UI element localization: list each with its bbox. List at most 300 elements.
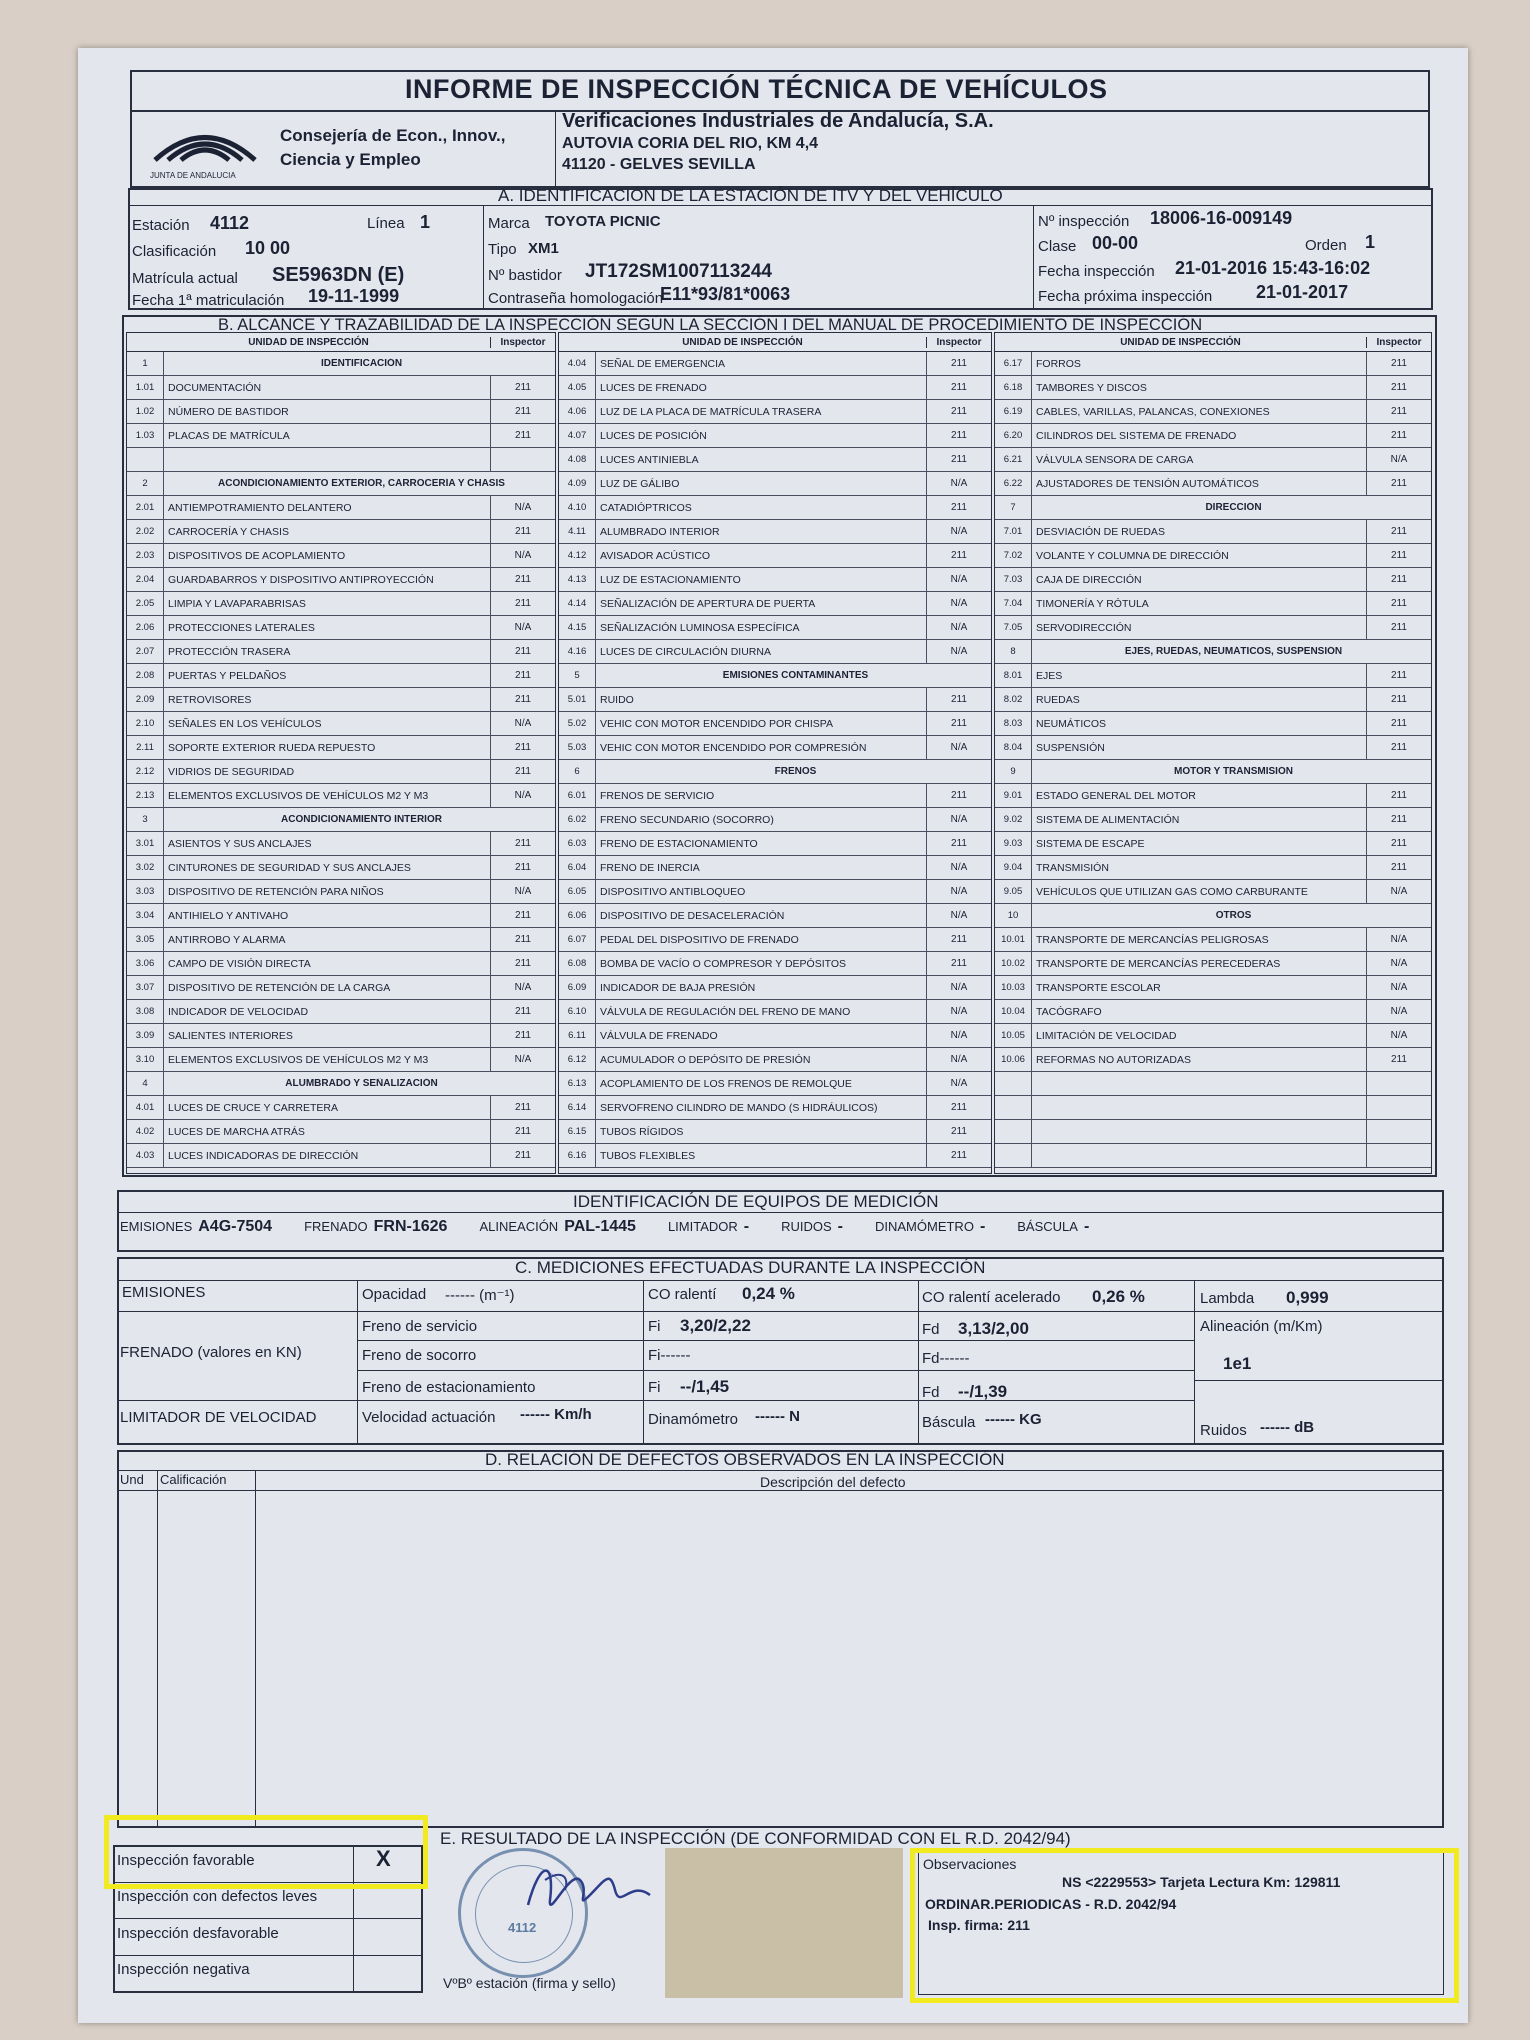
inspection-row	[127, 1144, 555, 1168]
inspector-code: 211	[926, 376, 991, 399]
unit-code: 10.06	[995, 1048, 1032, 1071]
unit-code: 2.08	[127, 664, 164, 687]
unit-name: VIDRIOS DE SEGURIDAD	[168, 765, 295, 778]
unit-code: 4.13	[559, 568, 596, 591]
inspector-code: N/A	[926, 1072, 991, 1095]
inspection-row	[559, 400, 991, 424]
unit-name: NÚMERO DE BASTIDOR	[168, 405, 289, 418]
unit-name: TUBOS FLEXIBLES	[600, 1149, 696, 1162]
linea-value: 1	[420, 212, 431, 232]
unit-code: 3.02	[127, 856, 164, 879]
inspection-row	[559, 760, 991, 784]
clase-label: Clase	[1038, 238, 1077, 255]
inspector-code: N/A	[926, 616, 991, 639]
inspection-row	[995, 976, 1431, 1000]
inspector-code: 211	[1366, 352, 1431, 375]
unit-code: 2	[127, 472, 164, 495]
inspector-code: 211	[926, 952, 991, 975]
unit-name: SEÑAL DE EMERGENCIA	[600, 357, 726, 370]
inspection-row	[127, 664, 555, 688]
unit-name: DISPOSITIVOS DE ACOPLAMIENTO	[168, 549, 346, 562]
unit-name: DOCUMENTACIÓN	[168, 381, 262, 394]
inspector-code: 211	[1366, 520, 1431, 543]
inspection-row	[995, 928, 1431, 952]
inspection-row	[127, 544, 555, 568]
unit-code: 3.10	[127, 1048, 164, 1071]
equipos-title: IDENTIFICACIÓN DE EQUIPOS DE MEDICIÓN	[573, 1192, 939, 1211]
inspection-row	[127, 760, 555, 784]
inspector-code: 211	[926, 928, 991, 951]
unit-name: FRENO SECUNDARIO (SOCORRO)	[600, 813, 774, 826]
unit-code: 6.11	[559, 1024, 596, 1047]
ruidos-label: Ruidos	[1200, 1422, 1247, 1439]
equipo-label: EMISIONES	[120, 1219, 193, 1234]
inspector-code: 211	[490, 400, 555, 423]
unit-name: CAJA DE DIRECCIÓN	[1036, 573, 1142, 586]
unit-code: 4.05	[559, 376, 596, 399]
highlight-favorable	[104, 1815, 428, 1889]
col-inspector-header: Inspector	[1366, 337, 1431, 348]
unit-name: TIMONERÍA Y RÓTULA	[1036, 597, 1149, 610]
unit-name: VÁLVULA DE REGULACIÓN DEL FRENO DE MANO	[600, 1005, 851, 1018]
unit-name: LUCES DE FRENADO	[600, 381, 707, 394]
unit-code: 5.03	[559, 736, 596, 759]
result-leves: Inspección con defectos leves	[117, 1888, 318, 1905]
unit-name: ACUMULADOR O DEPÓSITO DE PRESIÓN	[600, 1053, 811, 1066]
inspector-code: N/A	[1366, 1000, 1431, 1023]
fi-servicio-value: 3,20/2,22	[680, 1316, 751, 1335]
equipo-label: FRENADO	[304, 1219, 368, 1234]
inspector-code: 211	[1366, 664, 1431, 687]
tipo-value: XM1	[528, 240, 559, 257]
unit-name: CINTURONES DE SEGURIDAD Y SUS ANCLAJES	[168, 861, 411, 874]
unit-code: 4.14	[559, 592, 596, 615]
inspection-row	[559, 472, 991, 496]
clasificacion-label: Clasificación	[132, 243, 217, 260]
inspector-code: 211	[490, 1144, 555, 1167]
inspector-code: 211	[926, 688, 991, 711]
unit-name: DIRECCIÓN	[1205, 502, 1262, 513]
equipos-line	[120, 1218, 1111, 1236]
unit-code: 8.02	[995, 688, 1032, 711]
unit-code: 3.05	[127, 928, 164, 951]
unit-code: 4.15	[559, 616, 596, 639]
inspection-row	[995, 1048, 1431, 1072]
unit-name: VÁLVULA DE FRENADO	[600, 1029, 718, 1042]
homolog-label: Contraseña homologación	[488, 290, 664, 307]
inspection-row	[995, 856, 1431, 880]
ninsp-value: 18006-16-009149	[1150, 208, 1293, 228]
stamp-center: 4112	[508, 1920, 537, 1935]
unit-code: 4.09	[559, 472, 596, 495]
inspection-row	[995, 760, 1431, 784]
unit-name: ANTIHIELO Y ANTIVAHO	[168, 909, 289, 922]
inspection-row	[995, 808, 1431, 832]
inspection-row	[995, 448, 1431, 472]
result-desfavorable: Inspección desfavorable	[117, 1925, 279, 1942]
inspection-row	[127, 568, 555, 592]
inspector-code: 211	[490, 832, 555, 855]
unit-code: 2.02	[127, 520, 164, 543]
unit-code: 2.03	[127, 544, 164, 567]
inspection-row	[127, 1024, 555, 1048]
co-acel-value: 0,26 %	[1092, 1287, 1145, 1306]
inspection-row	[127, 976, 555, 1000]
equipo-label: LIMITADOR	[667, 1219, 738, 1234]
alineacion-label: Alineación (m/Km)	[1200, 1318, 1323, 1335]
inspector-code: 211	[1366, 688, 1431, 711]
fi-servicio-label: Fi	[648, 1318, 661, 1335]
fd-servicio-label: Fd	[922, 1321, 940, 1338]
inspection-row	[995, 952, 1431, 976]
unit-code: 2.13	[127, 784, 164, 807]
consejeria-line1: Consejería de Econ., Innov.,	[280, 126, 506, 145]
inspection-row	[995, 688, 1431, 712]
unit-name: LUCES ANTINIEBLA	[600, 453, 699, 466]
estacion-value: 4112	[210, 213, 250, 233]
unit-name: OTROS	[1215, 910, 1252, 921]
inspection-row	[127, 448, 555, 472]
inspection-row	[995, 400, 1431, 424]
inspector-code: 211	[1366, 616, 1431, 639]
inspector-code: N/A	[490, 1048, 555, 1071]
unit-code: 6.10	[559, 1000, 596, 1023]
inspection-row	[127, 472, 555, 496]
inspection-row	[559, 496, 991, 520]
report-title: INFORME DE INSPECCIÓN TÉCNICA DE VEHÍCULOS	[405, 74, 1108, 104]
inspection-column-1	[126, 332, 556, 1174]
unit-name: PUERTAS Y PELDAÑOS	[168, 669, 287, 682]
unit-code: 4.04	[559, 352, 596, 375]
unit-name: REFORMAS NO AUTORIZADAS	[1036, 1053, 1191, 1066]
unit-code: 7.03	[995, 568, 1032, 591]
unit-name: SEÑALES EN LOS VEHÍCULOS	[168, 717, 322, 730]
unit-name: SERVOFRENO CILINDRO DE MANDO (S HIDRÁULICOS)	[600, 1101, 878, 1114]
unit-code: 6.07	[559, 928, 596, 951]
inspector-code	[1366, 1072, 1431, 1095]
unit-name: CABLES, VARILLAS, PALANCAS, CONEXIONES	[1036, 405, 1270, 418]
unit-code: 4.07	[559, 424, 596, 447]
unit-code: 6.18	[995, 376, 1032, 399]
inspection-row	[127, 736, 555, 760]
inspection-row	[995, 1000, 1431, 1024]
section-a-title: A. IDENTIFICACIÓN DE LA ESTACIÓN DE ITV Y DEL VEHÍCULO	[498, 186, 1003, 205]
unit-name: DESVIACIÓN DE RUEDAS	[1036, 525, 1165, 538]
inspection-row	[995, 376, 1431, 400]
inspector-code: 211	[926, 352, 991, 375]
unit-name: SEÑALIZACIÓN LUMINOSA ESPECÍFICA	[600, 621, 800, 634]
inspector-code: N/A	[926, 520, 991, 543]
inspection-row	[127, 400, 555, 424]
tipo-label: Tipo	[488, 241, 517, 258]
homolog-value: E11*93/81*0063	[660, 284, 791, 304]
equipo-value: FRN-1626	[373, 1218, 448, 1235]
inspector-code: N/A	[1366, 448, 1431, 471]
unit-code: 4.02	[127, 1120, 164, 1143]
velocidad-value: ------ Km/h	[520, 1406, 592, 1423]
inspection-row	[559, 520, 991, 544]
unit-code: 6.20	[995, 424, 1032, 447]
unit-name: PLACAS DE MATRÍCULA	[168, 429, 290, 442]
inspector-code: 211	[490, 1024, 555, 1047]
inspector-code: 211	[1366, 736, 1431, 759]
inspector-code: N/A	[926, 568, 991, 591]
obs-line-1: NS <2229553> Tarjeta Lectura Km: 129811	[1062, 1874, 1341, 1890]
c-limitador: LIMITADOR DE VELOCIDAD	[120, 1409, 317, 1426]
unit-code: 3.06	[127, 952, 164, 975]
highlight-observaciones	[910, 1848, 1459, 2003]
unit-code: 9.01	[995, 784, 1032, 807]
inspector-code: N/A	[490, 976, 555, 999]
inspection-row	[127, 520, 555, 544]
co-acel-label: CO ralentí acelerado	[922, 1289, 1061, 1306]
fd-socorro-value: Fd------	[922, 1350, 970, 1367]
inspection-column-3	[994, 332, 1432, 1174]
unit-code: 1.03	[127, 424, 164, 447]
inspector-code: 211	[1366, 568, 1431, 591]
unit-code	[995, 1072, 1032, 1095]
inspector-code: 211	[490, 640, 555, 663]
fd-estacionamiento-value: --/1,39	[958, 1382, 1008, 1401]
dinamometro-label: Dinamómetro	[648, 1411, 739, 1428]
unit-code: 6.06	[559, 904, 596, 927]
unit-code: 6.04	[559, 856, 596, 879]
inspector-code	[490, 448, 555, 471]
unit-code: 2.01	[127, 496, 164, 519]
unit-code: 2.05	[127, 592, 164, 615]
unit-name: TRANSPORTE ESCOLAR	[1036, 981, 1161, 994]
inspector-code: 211	[490, 688, 555, 711]
unit-name: CARROCERÍA Y CHASIS	[168, 525, 289, 538]
inspector-code: N/A	[1366, 880, 1431, 903]
inspection-row	[559, 568, 991, 592]
unit-code: 6.19	[995, 400, 1032, 423]
unit-code: 4.03	[127, 1144, 164, 1167]
inspector-code: 211	[926, 784, 991, 807]
inspection-row	[995, 544, 1431, 568]
inspector-code: 211	[490, 520, 555, 543]
unit-name: SALIENTES INTERIORES	[168, 1029, 293, 1042]
inspection-row	[559, 1024, 991, 1048]
inspector-code: N/A	[926, 1024, 991, 1047]
equipo-value: A4G-7504	[198, 1218, 273, 1235]
inspection-row	[559, 616, 991, 640]
inspector-signature	[520, 1850, 660, 1930]
unit-name: MOTOR Y TRANSMISIÓN	[1174, 766, 1293, 777]
unit-code: 6.12	[559, 1048, 596, 1071]
equipo-item	[875, 1218, 985, 1236]
result-favorable-mark: X	[376, 1846, 391, 1871]
unit-name: RUIDO	[600, 693, 634, 706]
inspector-code: N/A	[926, 880, 991, 903]
inspector-code: N/A	[926, 472, 991, 495]
unit-code	[995, 1096, 1032, 1119]
inspector-code: N/A	[1366, 928, 1431, 951]
inspector-code: N/A	[490, 544, 555, 567]
unit-name: DISPOSITIVO ANTIBLOQUEO	[600, 885, 746, 898]
equipo-label: DINAMÓMETRO	[874, 1219, 974, 1234]
inspector-code: 211	[926, 1096, 991, 1119]
unit-code: 6.05	[559, 880, 596, 903]
unit-name: LUCES DE CRUCE Y CARRETERA	[168, 1101, 338, 1114]
unit-code: 2.11	[127, 736, 164, 759]
unit-name: ACONDICIONAMIENTO INTERIOR	[281, 814, 442, 825]
inspection-row	[127, 712, 555, 736]
inspector-code: N/A	[490, 712, 555, 735]
inspector-code: 211	[490, 592, 555, 615]
fecha-matric-value: 19-11-1999	[308, 286, 400, 306]
unit-name: TRANSPORTE DE MERCANCÍAS PERECEDERAS	[1036, 957, 1281, 970]
unit-code: 3.03	[127, 880, 164, 903]
inspector-code: 211	[490, 760, 555, 783]
fecha-matric-label: Fecha 1ª matriculación	[132, 292, 285, 309]
unit-code: 2.04	[127, 568, 164, 591]
inspection-row	[127, 640, 555, 664]
inspection-row	[559, 352, 991, 376]
unit-code: 9.04	[995, 856, 1032, 879]
alineacion-value: 1e1	[1223, 1354, 1252, 1373]
und-header: Und	[120, 1472, 144, 1487]
col-inspector-header: Inspector	[926, 337, 991, 348]
inspection-row	[127, 1000, 555, 1024]
inspector-code: N/A	[926, 1048, 991, 1071]
inspection-row	[995, 424, 1431, 448]
inspection-row	[559, 856, 991, 880]
inspector-code: 211	[926, 448, 991, 471]
matricula-label: Matrícula actual	[132, 270, 238, 287]
section-c-title: C. MEDICIONES EFECTUADAS DURANTE LA INSPECCIÓN	[515, 1258, 986, 1277]
unit-code: 9.03	[995, 832, 1032, 855]
fi-estacionamiento-value: --/1,45	[680, 1377, 730, 1396]
unit-name: SEÑALIZACIÓN DE APERTURA DE PUERTA	[600, 597, 816, 610]
unit-code: 1.02	[127, 400, 164, 423]
inspector-code	[1366, 1096, 1431, 1119]
unit-name: PROTECCIÓN TRASERA	[168, 645, 291, 658]
inspector-code: N/A	[490, 880, 555, 903]
col-unidad-header: UNIDAD DE INSPECCIÓN	[248, 336, 369, 348]
unit-code: 1.01	[127, 376, 164, 399]
unit-code: 6	[559, 760, 596, 783]
inspection-row	[995, 904, 1431, 928]
unit-name: FRENOS DE SERVICIO	[600, 789, 715, 802]
unit-code: 7	[995, 496, 1032, 519]
inspection-row	[559, 736, 991, 760]
unit-name: DISPOSITIVO DE DESACELERACIÓN	[600, 909, 785, 922]
section-e-title: E. RESULTADO DE LA INSPECCIÓN (DE CONFORMIDAD CON EL R.D. 2042/94)	[440, 1829, 1071, 1848]
equipo-value: PAL-1445	[564, 1218, 636, 1235]
inspector-code: 211	[490, 856, 555, 879]
unit-code: 4	[127, 1072, 164, 1095]
col-unidad-header: UNIDAD DE INSPECCIÓN	[682, 336, 803, 348]
inspector-code: N/A	[926, 808, 991, 831]
inspector-code: 211	[1366, 424, 1431, 447]
co-ralenti-label: CO ralentí	[648, 1286, 717, 1303]
inspection-row	[995, 1120, 1431, 1144]
unit-name: TACÓGRAFO	[1036, 1005, 1102, 1018]
opacidad-label: Opacidad	[362, 1286, 427, 1303]
calificacion-header: Calificación	[160, 1472, 227, 1487]
fecha-insp-value: 21-01-2016 15:43-16:02	[1175, 258, 1371, 278]
col-inspector-header: Inspector	[490, 337, 555, 348]
inspector-code: 211	[490, 952, 555, 975]
unit-name: LIMITACIÓN DE VELOCIDAD	[1036, 1029, 1177, 1042]
fd-servicio-value: 3,13/2,00	[958, 1319, 1029, 1338]
unit-code: 10	[995, 904, 1032, 927]
unit-code: 6.14	[559, 1096, 596, 1119]
unit-name: RETROVISORES	[168, 693, 252, 706]
lambda-label: Lambda	[1200, 1290, 1255, 1307]
unit-name: LUZ DE LA PLACA DE MATRÍCULA TRASERA	[600, 405, 822, 418]
unit-name: SISTEMA DE ALIMENTACIÓN	[1036, 813, 1180, 826]
inspection-row	[995, 736, 1431, 760]
inspection-row	[995, 640, 1431, 664]
unit-name: FORROS	[1036, 357, 1081, 370]
inspection-row	[127, 376, 555, 400]
unit-code: 2.07	[127, 640, 164, 663]
unit-code: 1	[127, 352, 164, 375]
inspection-row	[995, 520, 1431, 544]
unit-name: FRENO DE ESTACIONAMIENTO	[600, 837, 758, 850]
unit-code: 7.01	[995, 520, 1032, 543]
unit-name: SERVODIRECCIÓN	[1036, 621, 1132, 634]
inspection-row	[995, 712, 1431, 736]
inspector-code: 211	[926, 832, 991, 855]
inspector-code: 211	[490, 904, 555, 927]
inspection-row	[995, 616, 1431, 640]
unit-code: 4.01	[127, 1096, 164, 1119]
unit-code: 10.02	[995, 952, 1032, 975]
inspection-row	[995, 784, 1431, 808]
bascula-value: ------ KG	[985, 1411, 1042, 1428]
obs-line-3: Insp. firma: 211	[928, 1917, 1030, 1933]
unit-code: 3.09	[127, 1024, 164, 1047]
unit-name: RUEDAS	[1036, 693, 1080, 706]
unit-code: 8.01	[995, 664, 1032, 687]
redacted-area	[665, 1848, 903, 1998]
c-emisiones: EMISIONES	[122, 1284, 206, 1301]
unit-name: ALUMBRADO INTERIOR	[600, 525, 720, 538]
inspection-row	[559, 880, 991, 904]
unit-code: 4.16	[559, 640, 596, 663]
inspector-code: N/A	[926, 640, 991, 663]
company-name: Verificaciones Industriales de Andalucía, S.A.	[562, 110, 994, 132]
inspector-code: 211	[490, 664, 555, 687]
clasificacion-value: 10 00	[245, 238, 291, 258]
inspector-code: 211	[490, 424, 555, 447]
unit-code: 5.02	[559, 712, 596, 735]
inspection-row	[559, 1120, 991, 1144]
unit-code: 6.17	[995, 352, 1032, 375]
unit-code: 6.21	[995, 448, 1032, 471]
unit-code	[127, 448, 164, 471]
obs-line-2: ORDINAR.PERIODICAS - R.D. 2042/94	[925, 1896, 1177, 1912]
marca-label: Marca	[488, 215, 530, 232]
unit-name: LUZ DE ESTACIONAMIENTO	[600, 573, 741, 586]
unit-code: 3.08	[127, 1000, 164, 1023]
unit-name: ASIENTOS Y SUS ANCLAJES	[168, 837, 312, 850]
inspector-code: N/A	[926, 904, 991, 927]
inspection-row	[559, 952, 991, 976]
inspector-code: 211	[490, 1120, 555, 1143]
fecha-insp-label: Fecha inspección	[1038, 263, 1155, 280]
unit-name: ACONDICIONAMIENTO EXTERIOR, CARROCERÍA Y CHASIS	[218, 478, 505, 489]
unit-code: 9	[995, 760, 1032, 783]
inspection-row	[995, 832, 1431, 856]
dinamometro-value: ------ N	[755, 1408, 800, 1425]
unit-name: TRANSPORTE DE MERCANCÍAS PELIGROSAS	[1036, 933, 1269, 946]
inspector-code	[1366, 1144, 1431, 1167]
inspector-code: 211	[926, 1120, 991, 1143]
